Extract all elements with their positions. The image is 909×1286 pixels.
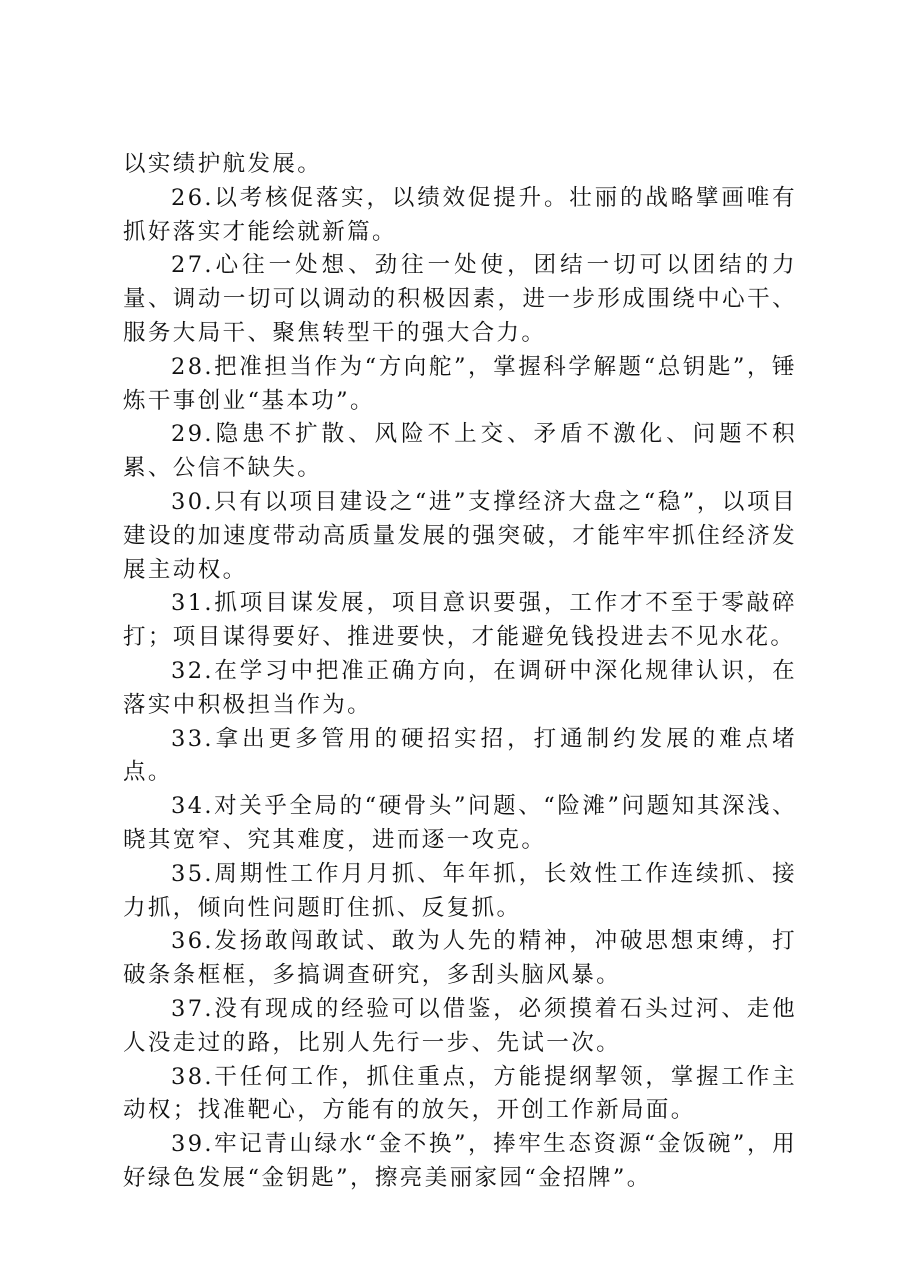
paragraph-0: 以实绩护航发展。 <box>123 151 323 177</box>
paragraph-37: 37.没有现成的经验可以借鉴，必须摸着石头过河、走他人没走过的路，比别人先行一步、先试一次。 <box>123 995 797 1056</box>
paragraph-35: 35.周期性工作月月抓、年年抓，长效性工作连续抓、接力抓，倾向性问题盯住抓、反复抓。 <box>123 860 797 921</box>
paragraph-34: 34.对关乎全局的“硬骨头”问题、“险滩”问题知其深浅、晓其宽窄、究其难度，进而逐一攻克。 <box>123 793 797 853</box>
paragraph-29: 29.隐患不扩散、风险不上交、矛盾不激化、问题不积累、公信不缺失。 <box>123 421 797 482</box>
paragraph-33: 33.拿出更多管用的硬招实招，打通制约发展的难点堵点。 <box>123 725 797 786</box>
paragraph-30: 30.只有以项目建设之“进”支撑经济大盘之“稳”，以项目建设的加速度带动高质量发展的强突破，才能牢牢抓住经济发展主动权。 <box>123 488 797 583</box>
paragraph-36: 36.发扬敢闯敢试、敢为人先的精神，冲破思想束缚，打破条条框框，多搞调查研究，多刮头脑风暴。 <box>123 928 797 989</box>
paragraph-28: 28.把准担当作为“方向舵”，掌握科学解题“总钥匙”，锤炼干事创业“基本功”。 <box>123 353 797 414</box>
paragraph-38: 38.干任何工作，抓住重点，方能提纲挈领，掌握工作主动权；找准靶心，方能有的放矢，开创工作新局面。 <box>123 1063 797 1124</box>
paragraph-31: 31.抓项目谋发展，项目意识要强，工作才不至于零敲碎打；项目谋得要好、推进要快，才能避免钱投进去不见水花。 <box>123 590 797 651</box>
paragraph-32: 32.在学习中把准正确方向，在调研中深化规律认识，在落实中积极担当作为。 <box>123 657 797 718</box>
paragraph-39: 39.牢记青山绿水“金不换”，捧牢生态资源“金饭碗”，用好绿色发展“金钥匙”，擦亮美丽家园“金招牌”。 <box>123 1131 797 1191</box>
document-body <box>123 148 797 1196</box>
paragraph-27: 27.心往一处想、劲往一处使，团结一切可以团结的力量、调动一切可以调动的积极因素，进一步形成围绕中心干、服务大局干、聚焦转型干的强大合力。 <box>123 252 797 346</box>
paragraph-26: 26.以考核促落实，以绩效促提升。壮丽的战略擘画唯有抓好落实才能绘就新篇。 <box>123 184 797 245</box>
